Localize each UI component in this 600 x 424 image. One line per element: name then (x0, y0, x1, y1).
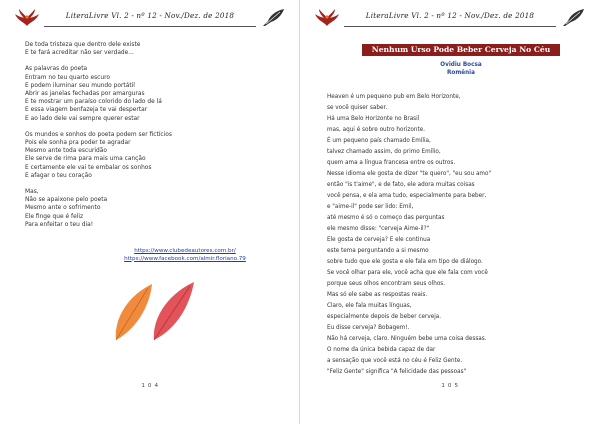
right-page (300, 0, 600, 424)
poem-line: Eu disse cerveja? Bobagem!. (327, 325, 410, 331)
poem-line: Para enfeitar o teu dia! (25, 221, 94, 228)
poem-line: Não há cerveja, claro. Ninguém bebe uma coisa dessas. (327, 336, 487, 342)
poem-line: Ele gosta de cerveja? E ele continua (327, 237, 431, 243)
poem-line: De toda tristeza que dentro dele existe (25, 42, 141, 48)
poem-line: E certamente ele vai te embalar os sonhos (25, 164, 152, 171)
poem-line: Mesmo ante o sofrimento (25, 205, 101, 212)
poem-line: Claro, ele fala muitas línguas, (327, 303, 412, 309)
poem-line: Abrir as janelas fechadas por amarguras (25, 91, 145, 98)
page-number: 1 0 4 (141, 383, 159, 389)
poem-line: E ao lado dele vai sempre querer estar (25, 115, 140, 122)
poem-line: talvez chamado assim, do primo Emílio, (327, 149, 441, 155)
poem-line: este tema perguntando a si mesmo (327, 248, 429, 254)
poem-line: Os mundos e sonhos do poeta podem ser fictícios (25, 131, 172, 138)
poem-line: E essa viagem benfazeja te vai despertar (25, 107, 148, 114)
poem-line: E podem iluminar seu mundo portátil (25, 82, 135, 89)
poem-line: Heaven é um pequeno pub em Belo Horizonte, (327, 94, 461, 100)
poem-line: Mas, (25, 189, 39, 196)
poem-line: se você quiser saber. (327, 105, 388, 111)
header-title: LiteraLivre Vl. 2 - nº 12 - Nov./Dez. de 2018 (365, 11, 535, 20)
poem-line: então "is t'aime", e de fato, ele adora muitas coisas (327, 182, 475, 188)
link-clubedeautores[interactable]: https://www.clubedeautores.com.br/ (134, 248, 236, 254)
poem-line: até mesmo é só o começo das perguntas (327, 215, 445, 221)
poem-line: E te fará acreditar não ser verdade... (25, 50, 134, 57)
poem-line: Nesse idioma ele gosta de dizer "te quero", "eu sou amo" (327, 171, 492, 177)
poem-body (25, 41, 285, 237)
poem-line: sobre tudo que ele gosta e ele fala em tipo de diálogo. (327, 259, 483, 265)
poem-line: a sensação que você está no céu é Feliz Gente. (327, 358, 463, 364)
header-rule (344, 26, 556, 27)
links-block (105, 248, 265, 263)
poem-line: especialmente depois de beber cerveja. (327, 314, 442, 320)
page-header (300, 6, 600, 30)
poem-line: Mesmo ante toda escuridão (25, 148, 107, 155)
header-title: LiteraLivre Vl. 2 - nº 12 - Nov./Dez. de 2018 (65, 11, 235, 20)
poem-line: ele mesmo disse: "cerveja Aime-il?" (327, 226, 430, 232)
poem-line: porque seus olhos encontram seus olhos. (327, 281, 446, 287)
poem-line: "Feliz Gente" significa "A felicidade das pessoas" (327, 369, 467, 375)
poem-line: Se você olhar para ele, você acha que ele fala com você (327, 270, 488, 276)
poem-line: O nome da única bebida capaz de dar (327, 347, 436, 353)
link-facebook[interactable]: https://www.facebook.com/almir.floriano.79 (124, 255, 246, 262)
poem-line: E afagar o teu coração (25, 172, 92, 179)
poem-line: quem ama a língua francesa entre os outros. (327, 160, 456, 166)
page-number: 1 0 5 (441, 383, 459, 389)
stanza (25, 65, 285, 122)
poem-line: Mas só ele sabe as respostas reais. (327, 292, 428, 298)
poem-line: E te mostrar um paraíso colorido do lado de lá (25, 99, 162, 106)
poem-line: Há uma Belo Horizonte no Brasil (327, 116, 420, 122)
stanza (25, 41, 285, 57)
quill-pen-icon (560, 8, 586, 28)
feather-icon (110, 280, 200, 342)
poem-line: você pensa, e ela ama tudo, especialmente para beber, (327, 193, 487, 199)
poem-line: Ele serve de rima para mais uma canção (25, 156, 146, 163)
poem-line: mas, aqui é sobre outro horizonte. (327, 127, 425, 133)
poem-line: É um pequeno país chamado Emília, (327, 138, 431, 144)
quill-pen-icon (260, 8, 286, 28)
stanza (25, 131, 285, 180)
page-header (0, 6, 300, 30)
poem-line: Não se apaixone pelo poeta (25, 197, 108, 204)
author-block (362, 61, 560, 77)
poem-title-banner: Nenhum Urso Pode Beber Cerveja No Céu (362, 44, 560, 56)
poem-body (327, 92, 589, 378)
header-rule (44, 26, 256, 27)
stanza (25, 188, 285, 229)
poem-line: e "aime-il" pode ser lido: Emil, (327, 204, 414, 210)
author-name: Ovidiu Bocsa (440, 62, 482, 68)
poem-line: As palavras do poeta (25, 66, 88, 73)
poem-line: Ele finge que é feliz (25, 213, 84, 220)
author-country: Romênia (447, 70, 475, 76)
poem-line: Pois ele sonha pra poder te agradar (25, 140, 131, 147)
poem-line: Entram no teu quarto escuro (25, 74, 111, 81)
